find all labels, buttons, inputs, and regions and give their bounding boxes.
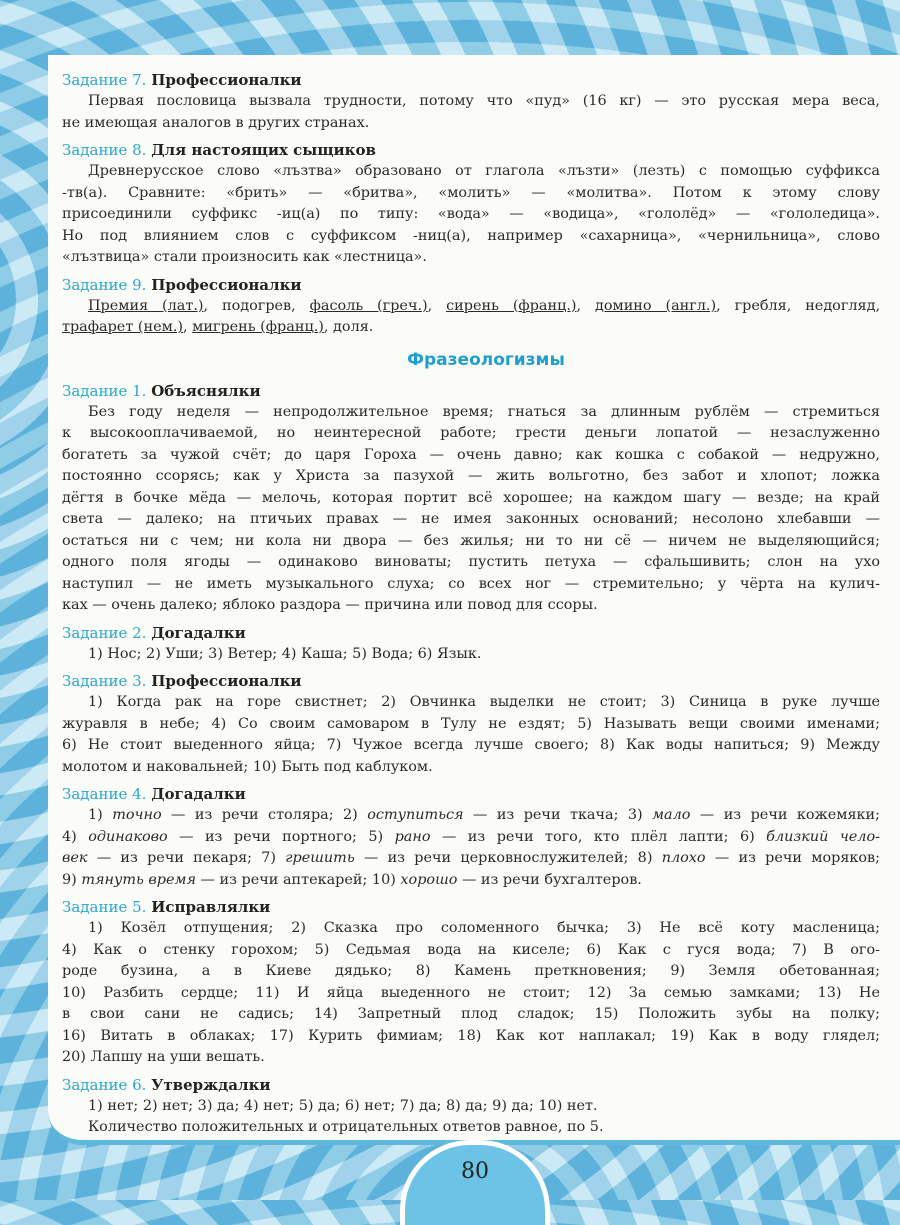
text-segment: — из речи бухгалтеров. [457,871,642,888]
task-heading [62,139,880,161]
text-line: Первая пословица вызвала трудности, потому что «пуд» (16 кг) — это русская мера веса, [88,93,880,109]
text-segment: 4) [62,828,89,845]
text-line: Древнерусское слово «лъзтва» образовано от глагола «лъзти» (лезть) с помощью суффикса [88,163,880,179]
text-line: 20) Лапшу на уши вешать. [62,1049,265,1065]
task-number: Задание 7. [62,71,147,89]
task-title: Профессионалки [151,71,302,89]
task-heading [62,896,880,918]
task-heading [62,69,880,91]
italic-word: тянуть время [81,871,196,888]
italic-word: мало [652,807,691,823]
text-segment: — из речи аптекарей; 10) [195,871,401,888]
task-number: Задание 5. [62,898,147,916]
text-line: 1) нет; 2) нет; 3) да; 4) нет; 5) да; 6) нет; 7) да; 8) да; 9) да; 10) нет. [88,1097,598,1114]
italic-word: точно [112,807,162,823]
task-number: Задание 3. [62,672,147,690]
text-segment: — из речи портного; 5) [167,828,395,845]
italic-word: одинаково [88,828,168,845]
text-segment: 9) [62,871,82,888]
text-line: дёгтя в бочке мёда — мелочь, которая портит всё хорошее; на каждом шагу — везде; на край [62,489,880,506]
underlined-word: трафарет (нем.) [62,319,183,335]
text-line: Но под влиянием слов с суффиксом -ниц(а), например «сахарница», «чернильница», слово [62,227,880,244]
text-line: Без году неделя — непродолжительное время; гнаться за длинным рублём — стремиться [88,403,880,420]
text-segment: , [576,297,595,314]
task-number: Задание 8. [62,141,147,159]
text-line: «лъзтвица» стали произносить как «лестница». [62,249,427,265]
text-line: в свои сани не садись; 14) Запретный плод сладок; 15) Положить зубы на полку; [62,1006,880,1022]
text-line [62,848,880,870]
italic-word: век [62,850,88,866]
text-line: 4) Как о стенку горохом; 5) Седьмая вода на киселе; 6) Как с гуся вода; 7) В ого- [62,941,880,958]
task-number: Задание 4. [62,785,147,803]
task-heading [62,670,880,692]
underlined-word: Премия (лат.) [88,297,204,314]
underlined-word: фасоль (греч.) [309,297,428,314]
text-line [62,827,880,849]
task-title: Догадалки [151,623,246,642]
task-number: Задание 2. [62,623,147,642]
text-line: присоединили суффикс -иц(а) по типу: «вода» — «водица», «гололёд» — «гололедица». [62,206,880,222]
text-line: 1) Козёл отпущения; 2) Сказка про соломенного бычка; 3) Не всё коту масленица; [88,920,880,936]
text-segment: , доля. [323,319,374,335]
text-line: журавля в небе; 4) Со своим самоваром в Тулу не ездят; 5) Называть вещи своими именами; [62,715,880,732]
section-title: Фразеологизмы [407,349,565,370]
text-segment: — из речи столяра; 2) [161,807,368,823]
text-segment: — из речи того, кто плёл лапти; 6) [430,828,767,845]
text-segment: — из речи моряков; [705,850,880,866]
text-line: богатеть за чужой счёт; до царя Гороха — очень давно; как кошка с собакой — недружно, [62,446,880,463]
text-line: молотом и наковальней; 10) Быть под каблуком. [62,758,433,775]
text-line: 10) Разбить сердце; 11) И яйца выеденного не стоит; 12) За семью замками; 13) Не [62,984,880,1001]
text-line: одного поля ягоды — одинаково виноваты; пустить петуха — сфальшивить; слон на ухо [62,554,880,570]
text-segment: , подогрев, [203,297,310,314]
task-heading [62,274,880,296]
task-number: Задание 1. [62,381,147,400]
text-line [62,296,880,318]
task-title: Профессионалки [151,672,302,690]
text-line: наступил — не иметь музыкального слуха; со всех ног — стремительно; у чёрта на кулич- [62,575,880,592]
page-number: 80 [461,1159,489,1184]
task-heading [62,783,880,805]
underlined-word: сирень (франц.) [446,297,577,314]
text-segment: , [427,297,447,314]
text-line: постоянно ссорясь; как у Христа за пазухой — жить вольготно, без забот и хлопот; ложка [62,468,880,484]
task-title: Исправлялки [151,898,271,916]
text-line [62,317,880,339]
task-title: Утверждалки [151,1075,271,1094]
task-title: Профессионалки [151,275,302,294]
text-line: 6) Не стоит выеденного яйца; 7) Чужое всегда лучше своего; 8) Как воды напиться; 9) Между [62,737,880,753]
task-title: Для настоящих сыщиков [151,141,376,159]
text-line [62,870,880,892]
text-line: 16) Витать в облаках; 17) Курить фимиам; 18) Как кот наплакал; 19) Как в воду глядел; [62,1027,880,1044]
italic-word: грешить [285,850,355,866]
page-number-badge [400,1140,550,1225]
text-segment: — из речи ткача; 3) [463,807,653,823]
text-line: света — далеко; на птичьих правах — не имея законных оснований; несолоно хлебавши — [62,511,880,527]
text-segment: , гребля, недогляд, [716,297,880,314]
underlined-word: домино (англ.) [595,297,717,314]
text-segment: — из речи пекаря; 7) [87,850,286,866]
task-title: Догадалки [151,785,246,803]
text-line: -тв(а). Сравните: «брить» — «бритва», «молить» — «молитва». Потом к этому слову [62,184,880,201]
task-heading [62,380,880,402]
text-segment: — из речи церковнослужителей; 8) [354,850,662,866]
text-segment: , [182,319,193,335]
text-line: 1) Нос; 2) Уши; 3) Ветер; 4) Каша; 5) Вода; 6) Язык. [88,645,482,662]
task-heading [62,1074,880,1096]
answer-key-content [62,64,880,1139]
task-title: Объяснялки [151,381,261,400]
task-number: Задание 9. [62,275,147,294]
italic-word: близкий чело- [766,828,880,845]
task-heading [62,622,880,644]
text-segment: — из речи кожемяки; [690,807,880,823]
italic-word: оступиться [367,807,464,823]
task-number: Задание 6. [62,1075,147,1094]
italic-word: рано [394,828,431,845]
text-line: ках — очень далеко; яблоко раздора — причина или повод для ссоры. [62,597,598,613]
text-line: 1) Когда рак на горе свистнет; 2) Овчинка выделки не стоит; 3) Синица в руке лучше [88,694,880,710]
italic-word: хорошо [400,871,458,888]
italic-word: плохо [661,850,706,866]
text-line [62,805,880,827]
text-line: роде бузина, а в Киеве дядько; 8) Камень преткновения; 9) Земля обетованная; [62,963,880,979]
text-line: к высокооплачиваемой, но неинтересной работе; грести деньги лопатой — незаслуженно [62,425,880,441]
underlined-word: мигрень (франц.) [192,319,324,335]
text-segment: 1) [88,807,113,823]
text-line: остаться ни с чем; ни кола ни двора — без жилья; ни то ни сё — ничем не выделяющийся; [62,532,880,549]
text-line: Количество положительных и отрицательных ответов равное, по 5. [88,1119,604,1135]
text-line: не имеющая аналогов в других странах. [62,114,370,131]
